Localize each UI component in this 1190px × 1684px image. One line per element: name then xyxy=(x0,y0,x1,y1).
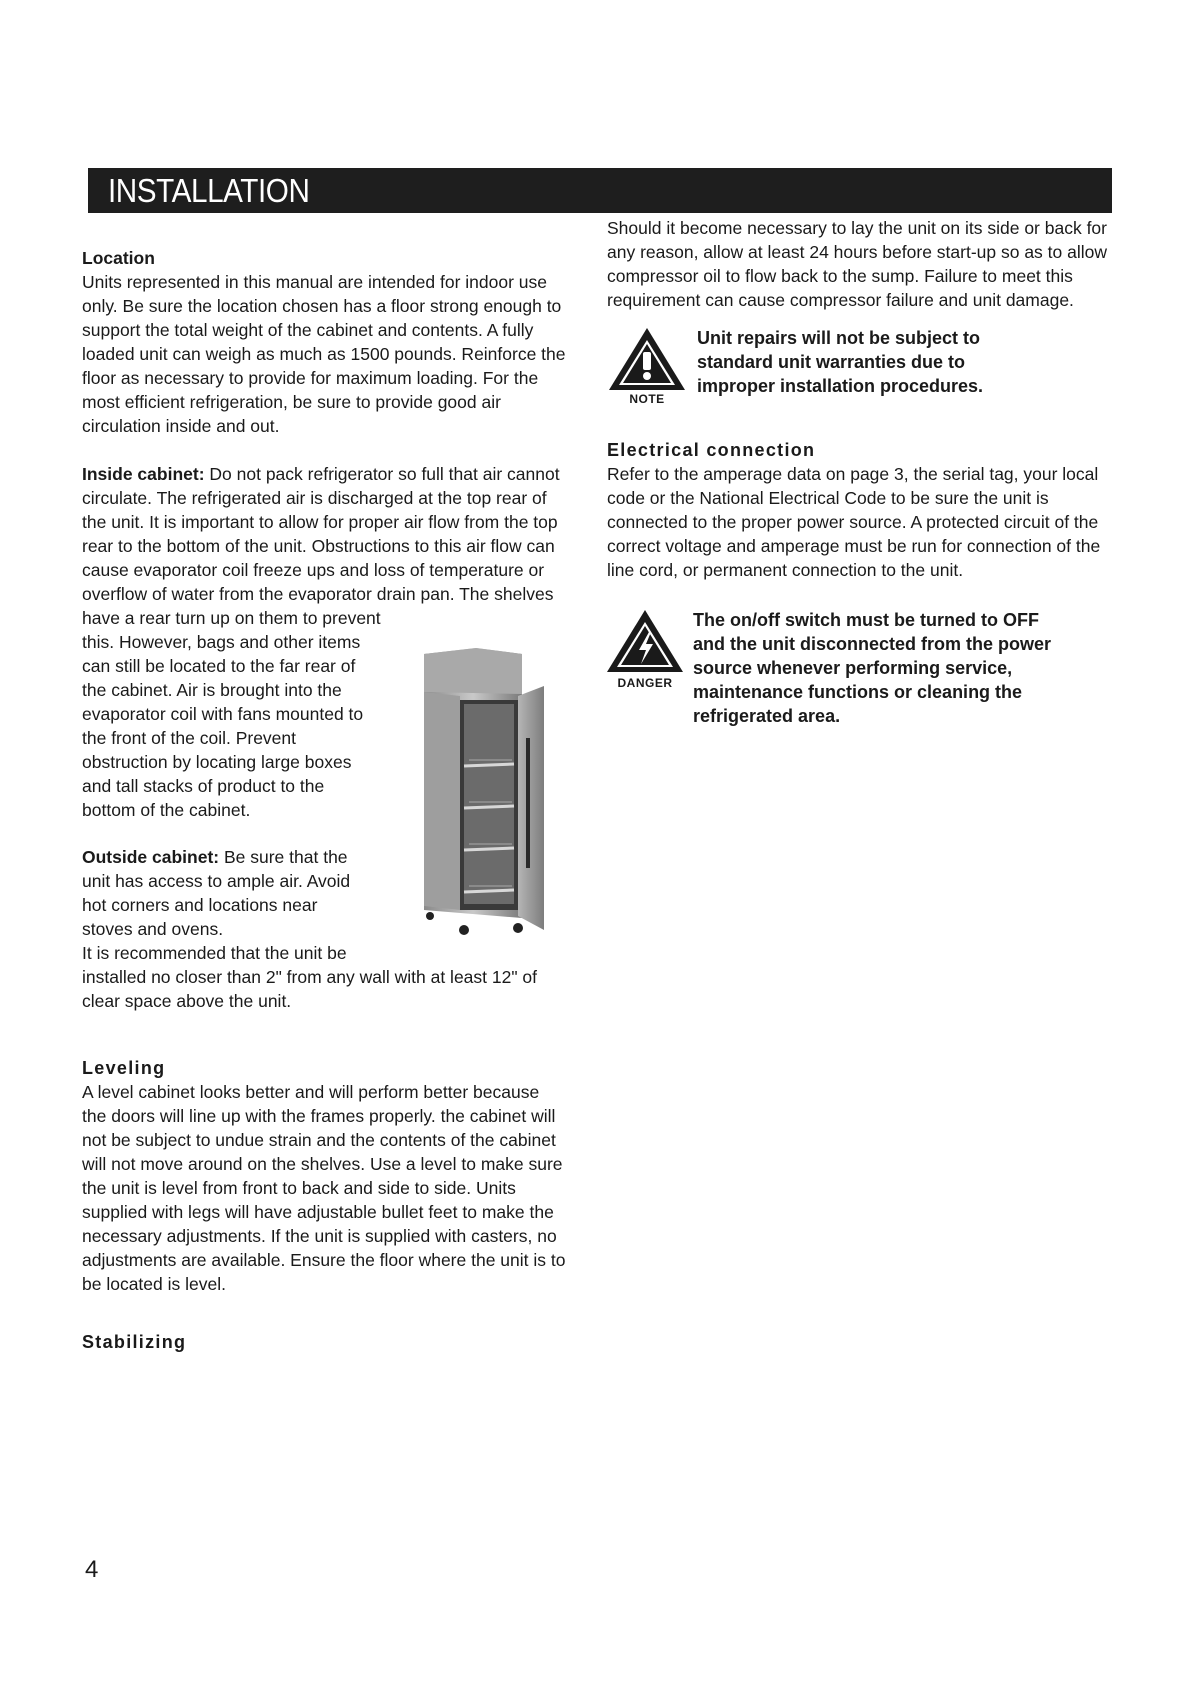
inside-cabinet-body-wrap: this. However, bags and other items can still be located to the far rear of the cabinet. Air is brought into the evaporator coil with fans mounted to the front of the coil. Prevent obstruction by locating large boxes and tall stacks of product to the bottom of the cabinet. xyxy=(82,632,364,820)
outside-cabinet-section xyxy=(82,845,372,965)
inside-cabinet-paragraph xyxy=(82,462,567,630)
refrigerator-image xyxy=(414,648,564,936)
section-title: INSTALLATION xyxy=(108,172,310,209)
outside-cabinet-paragraph xyxy=(82,845,372,941)
outside-cabinet-continued xyxy=(82,965,567,1013)
warning-triangle-icon xyxy=(607,326,687,406)
note-text: Unit repairs will not be subject to standard unit warranties due to improper installation procedures. xyxy=(697,328,984,396)
stabilizing-heading: Stabilizing xyxy=(82,1332,187,1352)
note-notice xyxy=(607,326,1037,406)
location-heading: Location xyxy=(82,248,155,268)
note-caption: NOTE xyxy=(629,392,665,406)
electrical-body: Refer to the amperage data on page 3, the serial tag, your local code or the National Electrical Code to be sure the unit is connected to the proper power source. A protected circuit of the correct voltage and amperage must be run for connection of the line cord, or permanent connection to the unit. xyxy=(607,464,1101,580)
electrical-heading: Electrical connection xyxy=(607,440,816,460)
danger-caption: DANGER xyxy=(617,676,673,690)
outside-cabinet-body-2: It is recommended that the unit be xyxy=(82,943,347,963)
high-voltage-icon xyxy=(605,608,685,688)
leveling-section xyxy=(82,1056,567,1296)
location-body: Units represented in this manual are intended for indoor use only. Be sure the location chosen has a floor strong enough to support the total weight of the cabinet and contents. A fully loaded unit can weigh as much as 1500 pounds. Reinforce the floor as necessary to provide for maximum loading. For the most efficient refrigeration, be sure to provide good air circulation inside and out. xyxy=(82,272,566,436)
danger-text: The on/off switch must be turned to OFF and the unit disconnected from the power source whenever performing service, maintenance functions or cleaning the refrigerated area. xyxy=(693,610,1052,726)
outside-cabinet-body: Be sure that the unit has access to ample air. Avoid hot corners and locations near stoves and ovens. xyxy=(82,847,351,939)
section-header-bar xyxy=(88,168,1112,213)
inside-cabinet-label: Inside cabinet: xyxy=(82,464,205,484)
danger-notice xyxy=(605,608,1063,728)
intro-section xyxy=(607,216,1107,312)
location-section xyxy=(82,246,567,438)
inside-cabinet-body: Do not pack refrigerator so full that air cannot circulate. The refrigerated air is discharged at the top rear of the unit. It is important to allow for proper air flow from the top rear to the bottom of the unit. Obstructions to this air flow can cause evaporator coil freeze ups and loss of temperature or overflow of water from the evaporator drain pan. The shelves have a rear turn up on them to prevent xyxy=(82,464,560,628)
outside-cabinet-label: Outside cabinet: xyxy=(82,847,220,867)
electrical-section xyxy=(607,438,1107,582)
intro-body: Should it become necessary to lay the unit on its side or back for any reason, allow at least 24 hours before start-up so as to allow compressor oil to flow back to the sump. Failure to meet this requirement can cause compressor failure and unit damage. xyxy=(607,218,1107,310)
leveling-heading: Leveling xyxy=(82,1058,166,1078)
outside-cabinet-body-full: installed no closer than 2" from any wall with at least 12" of clear space above the unit. xyxy=(82,967,538,1011)
inside-cabinet-section xyxy=(82,462,567,630)
page-number: 4 xyxy=(85,1556,99,1583)
stabilizing-section xyxy=(82,1330,567,1354)
leveling-body: A level cabinet looks better and will perform better because the doors will line up with the frames properly. the cabinet will not be subject to undue strain and the contents of the cabinet will not move around on the shelves. Use a level to make sure the unit is level from front to back and side to side. Units supplied with legs will have adjustable bullet feet to make the necessary adjustments. If the unit is supplied with casters, no adjustments are available. Ensure the floor where the unit is to be located is level. xyxy=(82,1082,566,1294)
inside-cabinet-wrap xyxy=(82,630,382,822)
